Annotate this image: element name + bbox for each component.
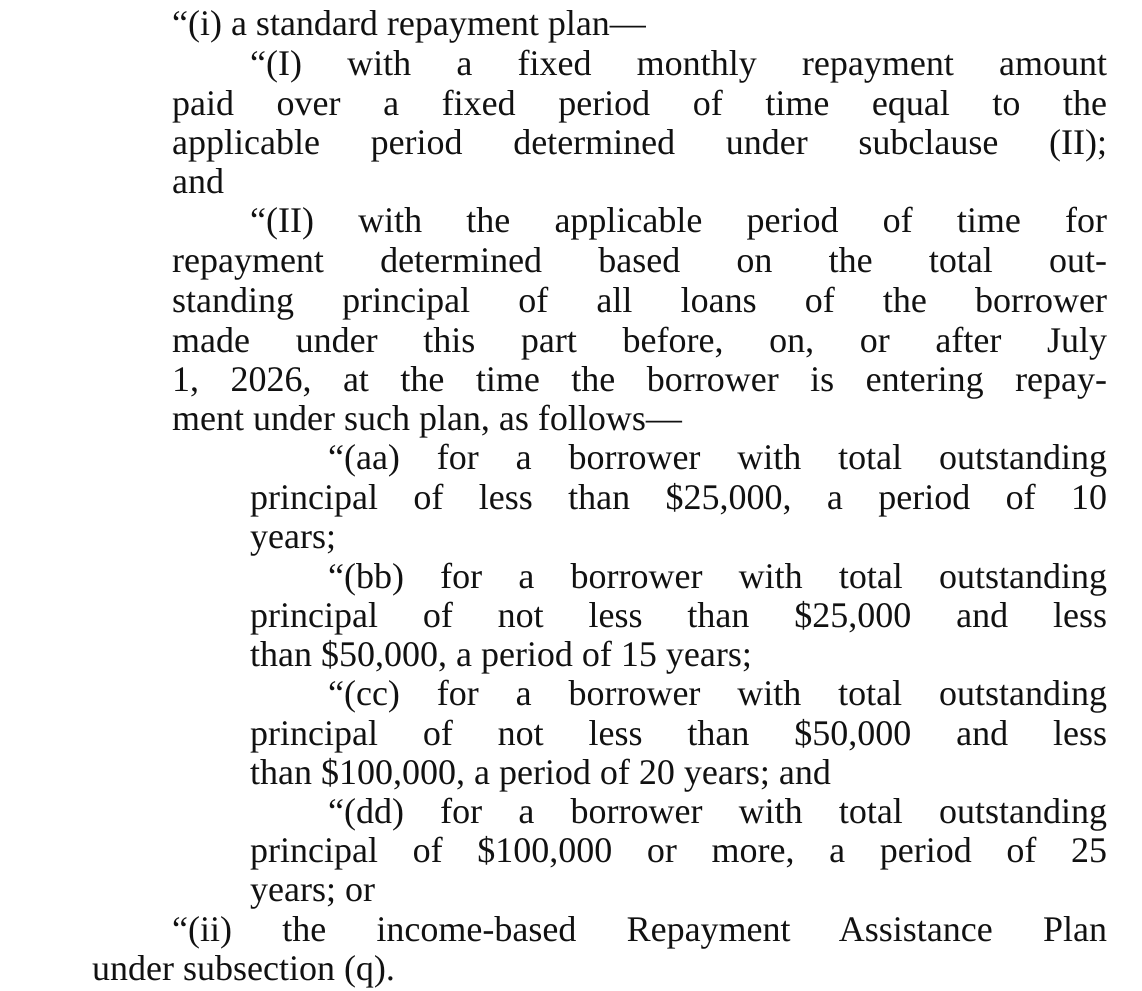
subclause-II-line-2: repayment determined based on the total out- <box>172 240 1107 280</box>
item-cc-line-1: “(cc) for a borrower with total outstanding <box>328 673 1107 713</box>
item-dd-line-2: principal of $100,000 or more, a period of 25 <box>250 830 1107 870</box>
subclause-II-line-1: “(II) with the applicable period of time for <box>250 200 1107 240</box>
clause-i-heading: “(i) a standard repayment plan— <box>172 3 646 43</box>
subclause-I-line-3: applicable period determined under subclause (II); <box>172 122 1107 162</box>
item-aa-line-3: years; <box>250 516 336 556</box>
item-dd-line-1: “(dd) for a borrower with total outstanding <box>328 791 1107 831</box>
item-aa-line-2: principal of less than $25,000, a period of 10 <box>250 477 1107 517</box>
item-bb-line-2: principal of not less than $25,000 and less <box>250 595 1107 635</box>
subclause-I-line-2: paid over a fixed period of time equal to the <box>172 83 1107 123</box>
clause-ii-line-2: under subsection (q). <box>92 948 395 988</box>
subclause-II-line-5: 1, 2026, at the time the borrower is entering repay- <box>172 359 1107 399</box>
item-dd-line-3: years; or <box>250 869 375 909</box>
subclause-II-line-3: standing principal of all loans of the borrower <box>172 280 1107 320</box>
subclause-I-line-4: and <box>172 161 224 201</box>
subclause-II-line-6: ment under such plan, as follows— <box>172 398 682 438</box>
clause-ii-line-1: “(ii) the income-based Repayment Assistance Plan <box>172 909 1107 949</box>
item-bb-line-1: “(bb) for a borrower with total outstanding <box>328 556 1107 596</box>
subclause-I-line-1: “(I) with a fixed monthly repayment amount <box>250 43 1107 83</box>
item-bb-line-3: than $50,000, a period of 15 years; <box>250 634 752 674</box>
item-cc-line-3: than $100,000, a period of 20 years; and <box>250 752 831 792</box>
subclause-II-line-4: made under this part before, on, or after July <box>172 320 1107 360</box>
item-aa-line-1: “(aa) for a borrower with total outstanding <box>328 437 1107 477</box>
item-cc-line-2: principal of not less than $50,000 and less <box>250 713 1107 753</box>
